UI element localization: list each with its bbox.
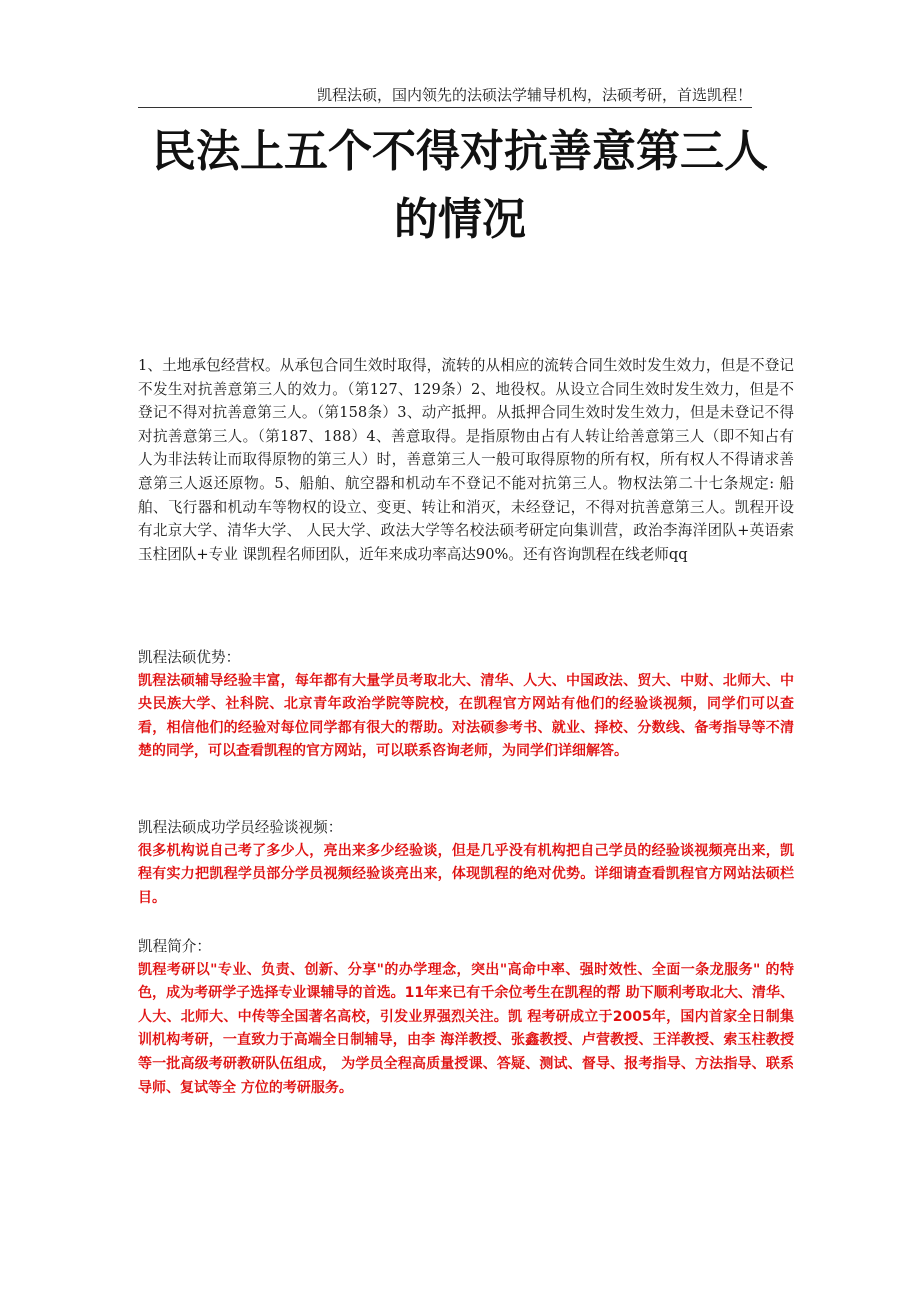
section-heading: 凯程法硕成功学员经验谈视频：	[138, 819, 343, 836]
section-heading: 凯程简介：	[138, 938, 211, 955]
section-success-videos	[138, 816, 794, 910]
main-paragraph: 1、土地承包经营权。从承包合同生效时取得，流转的从相应的流转合同生效时发生效力，但是不登记不发生对抗善意第三人的效力。（第127、129条）2、地役权。从设立合同生效时发生效力，但是不登记不得对抗善意第三人。（第158条）3、动产抵押。从抵押合同生效时发生效力，但是未登记不得对抗善意第三人。（第187、188）4、善意取得。是指原物由占有人转让给善意第三人（即不知占有人为非法转让而取得原物的第三人）时，善意第三人一般可取得原物的所有权，所有权人不得请求善意第三人返还原物。5、船舶、航空器和机动车不登记不能对抗第三人。物权法第二十七条规定: 船舶、飞行器和机动车等物权的设立、变更、转让和消灭，未经登记，不得对抗善意第三人。凯程开设有北京大学、清华大学、 人民大学、政法大学等名校法硕考研定向集训营，政治李海洋团队+英语索玉柱团队+专业 课凯程名师团队，近年来成功率高达90%。还有咨询凯程在线老师qq	[138, 357, 794, 563]
section-text: 凯程考研以"专业、负责、创新、分享"的办学理念，突出"高命中率、强时效性、全面一条龙服务" 的特色，成为考研学子选择专业课辅导的首选。11年来已有千余位考生在凯程的帮 助下顺利考取北大、清华、人大、北师大、中传等全国著名高校，引发业界强烈关注。凯 程考研成立于2005年，国内首家全日制集训机构考研，一直致力于高端全日制辅导，由李 海洋教授、张鑫教授、卢营教授、王洋教授、索玉柱教授等一批高级考研教研队伍组成， 为学员全程高质量授课、答疑、测试、督导、报考指导、方法指导、联系导师、复试等全 方位的考研服务。	[138, 961, 794, 1096]
section-text: 很多机构说自己考了多少人，亮出来多少经验谈，但是几乎没有机构把自己学员的经验谈视频亮出来，凯程有实力把凯程学员部分学员视频经验谈亮出来，体现凯程的绝对优势。详细请查看凯程官方网站法硕栏目。	[138, 842, 794, 906]
document-title-line-2: 的情况	[394, 194, 526, 245]
section-text: 凯程法硕辅导经验丰富，每年都有大量学员考取北大、清华、人大、中国政法、贸大、中财、北师大、中央民族大学、社科院、北京青年政治学院等院校，在凯程官方网站有他们的经验谈视频，同学们可以查看，相信他们的经验对每位同学都有很大的帮助。对法硕参考书、就业、择校、分数线、备考指导等不清楚的同学，可以查看凯程的官方网站，可以联系咨询老师，为同学们详细解答。	[138, 672, 794, 760]
document-title	[100, 118, 820, 254]
section-heading: 凯程法硕优势：	[138, 649, 241, 666]
document-title-line-1: 民法上五个不得对抗善意第三人	[152, 126, 768, 177]
section-advantages	[138, 646, 794, 764]
page-header-tagline: 凯程法硕，国内领先的法硕法学辅导机构，法硕考研，首选凯程！	[138, 84, 752, 108]
section-introduction	[138, 935, 794, 1100]
